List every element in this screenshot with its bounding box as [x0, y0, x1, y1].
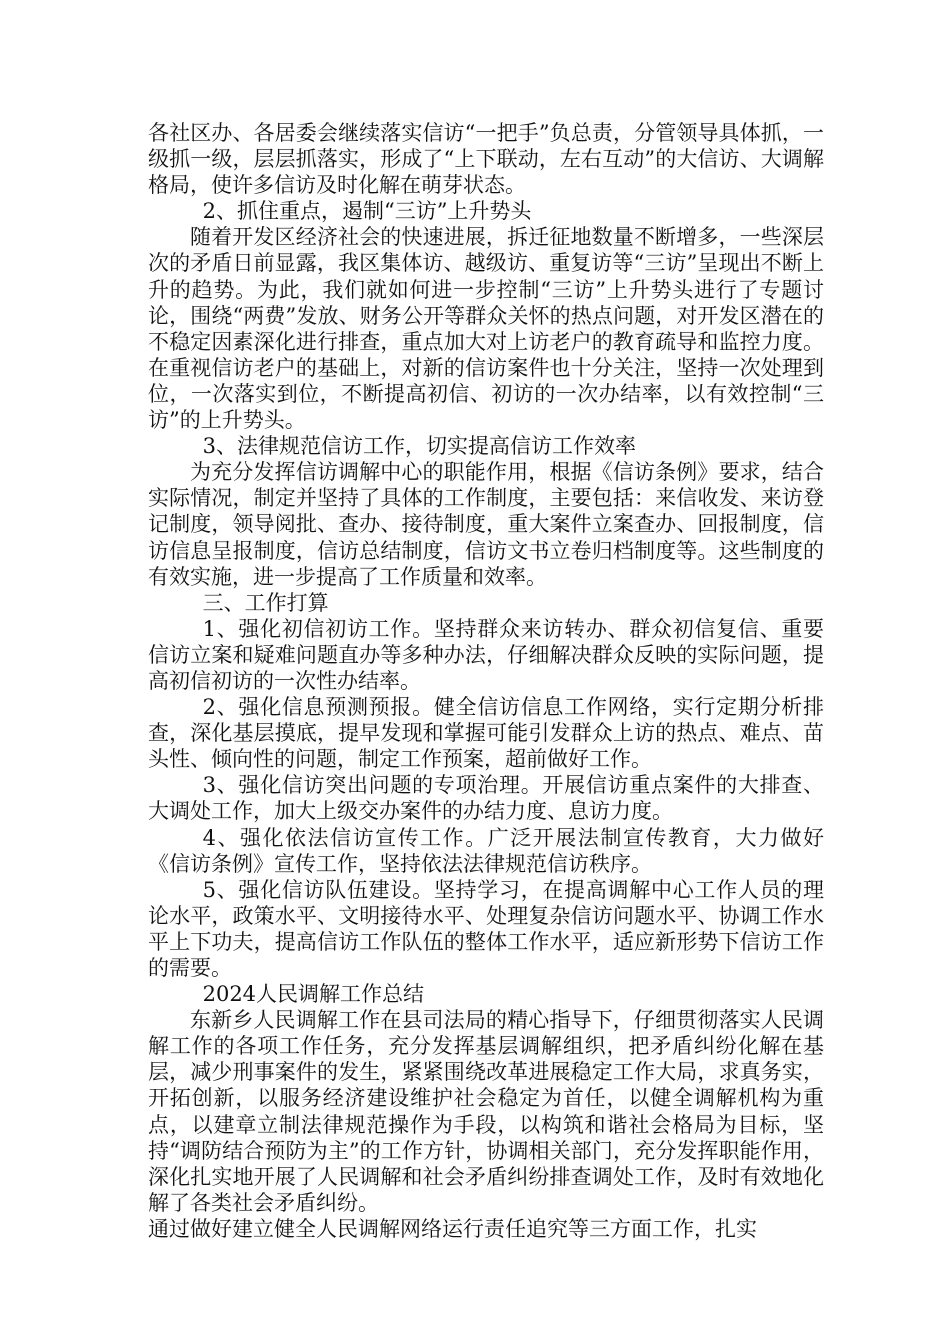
paragraph-body: 5、强化信访队伍建设。坚持学习，在提高调解中心工作人员的理论水平，政策水平、文明接待水平、处理复杂信访问题水平、协调工作水平上下功夫，提高信访工作队伍的整体工作水平，适应新形势下信访工作的需要。: [148, 877, 824, 980]
paragraph-body: 3、强化信访突出问题的专项治理。开展信访重点案件的大排查、大调处工作，加大上级交办案件的办结力度、息访力度。: [148, 773, 824, 824]
paragraph-body: 2、强化信息预测预报。健全信访信息工作网络，实行定期分析排查，深化基层摸底，提早发现和掌握可能引发群众上访的热点、难点、苗头性、倾向性的问题，制定工作预案，超前做好工作。: [148, 695, 824, 772]
paragraph-continuation: 各社区办、各居委会继续落实信访“一把手”负总责，分管领导具体抓，一级抓一级，层层抓落实，形成了“上下联动，左右互动”的大信访、大调解格局，使许多信访及时化解在萌芽状态。: [148, 121, 824, 198]
paragraph-body: 1、强化初信初访工作。坚持群众来访转办、群众初信复信、重要信访立案和疑难问题直办等多种办法，仔细解决群众反映的实际问题，提高初信初访的一次性办结率。: [148, 616, 824, 693]
document-page: [148, 120, 824, 1242]
section-heading: 三、工作打算: [202, 590, 329, 615]
section-subheading: 3、法律规范信访工作，切实提高信访工作效率: [202, 434, 636, 459]
paragraph-body: 4、强化依法信访宣传工作。广泛开展法制宣传教育，大力做好《信访条例》宣传工作，坚持依法法律规范信访秩序。: [148, 825, 824, 876]
section-subheading: 2、抓住重点，遏制“三访”上升势头: [202, 199, 532, 224]
paragraph-body: 随着开发区经济社会的快速进展，拆迁征地数量不断增多，一些深层次的矛盾日前显露，我区集体访、越级访、重复访等“三访”呈现出不断上升的趋势。为此，我们就如何进一步控制“三访”上升势头进行了专题讨论，围绕“两费”发放、财务公开等群众关怀的热点问题，对开发区潜在的不稳定因素深化进行排查，重点加大对上访老户的教育疏导和监控力度。在重视信访老户的基础上，对新的信访案件也十分关注，坚持一次处理到位，一次落实到位，不断提高初信、初访的一次办结率，以有效控制“三访”的上升势头。: [148, 225, 824, 433]
paragraph-body: 为充分发挥信访调解中心的职能作用，根据《信访条例》要求，结合实际情况，制定并坚持了具体的工作制度，主要包括：来信收发、来访登记制度，领导阅批、查办、接待制度，重大案件立案查办、回报制度，信访信息呈报制度，信访总结制度，信访文书立卷归档制度等。这些制度的有效实施，进一步提高了工作质量和效率。: [148, 460, 824, 589]
document-title: 2024人民调解工作总结: [202, 982, 425, 1007]
paragraph-continuation: 通过做好建立健全人民调解网络运行责任追究等三方面工作，扎实: [148, 1216, 757, 1241]
paragraph-body: 东新乡人民调解工作在县司法局的精心指导下，仔细贯彻落实人民调解工作的各项工作任务，充分发挥基层调解组织，把矛盾纠纷化解在基层，减少刑事案件的发生，紧紧围绕改革进展稳定工作大局，求真务实，开拓创新，以服务经济建设维护社会稳定为首任，以健全调解机构为重点，以建章立制法律规范操作为手段，以构筑和谐社会格局为目标，坚持“调防结合预防为主”的工作方针，协调相关部门，充分发挥职能作用，深化扎实地开展了人民调解和社会矛盾纠纷排查调处工作，及时有效地化解了各类社会矛盾纠纷。: [148, 1008, 824, 1215]
